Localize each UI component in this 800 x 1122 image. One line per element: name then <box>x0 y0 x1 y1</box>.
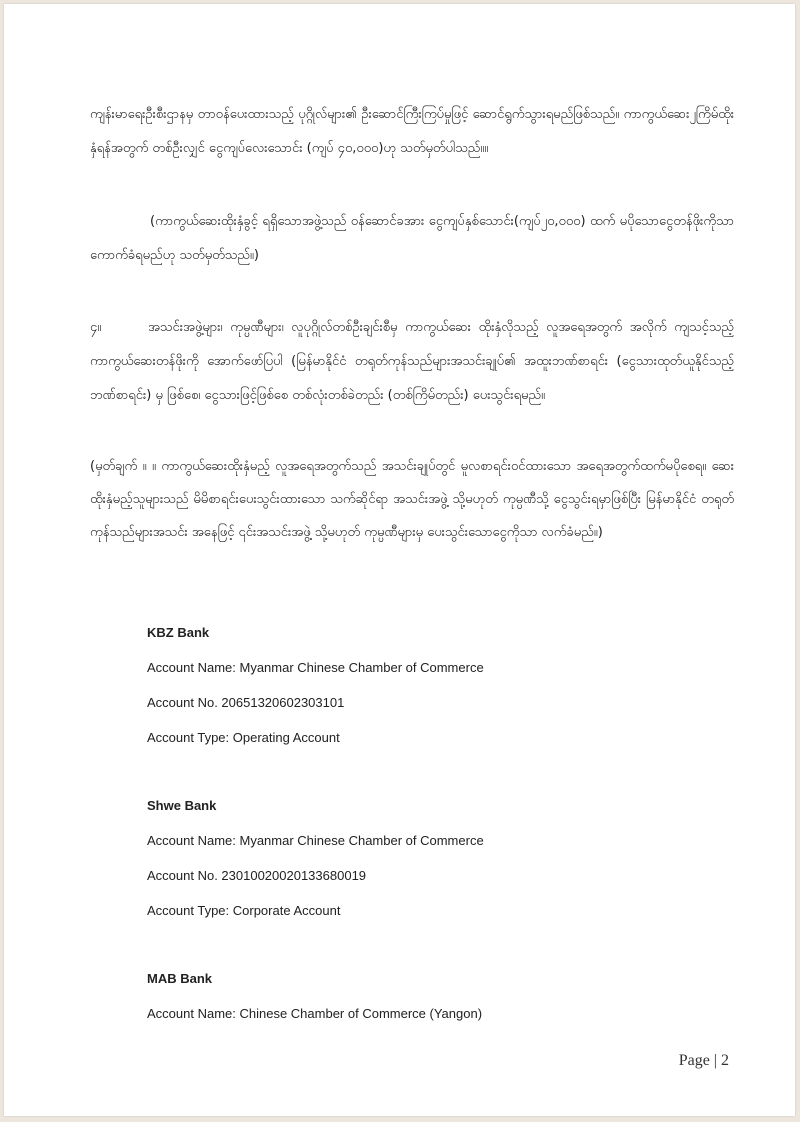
paragraph-service-fee-note: (ကာကွယ်ဆေးထိုးနှံခွင့် ရရှိသောအဖွဲ့သည် ဝန်ဆောင်ခအား ငွေကျပ်နှစ်သောင်း(ကျပ်၂၀,၀၀၀) ထက် မပိုသောငွေတန်ဖိုးကိုသာ ကောက်ခံရမည်ဟု သတ်မှတ်သည်။) <box>90 214 734 263</box>
account-number: Account No. 20651320602303101 <box>147 695 345 710</box>
account-type: Account Type: Corporate Account <box>147 903 341 918</box>
paragraph-payment-instructions <box>90 311 734 413</box>
bank-block-kbz <box>147 623 484 763</box>
page-number: Page | 2 <box>678 1052 729 1069</box>
bank-name: Shwe Bank <box>147 798 217 813</box>
bank-block-shwe <box>147 796 484 936</box>
paragraph-text: အသင်းအဖွဲ့များ၊ ကုမ္ပဏီများ၊ လူပုဂ္ဂိုလ်တစ်ဦးချင်းစီမှ ကာကွယ်ဆေး ထိုးနှံလိုသည့် လူအရေအတွက် အလိုက် ကျသင့်သည့် ကာကွယ်ဆေးတန်ဖိုးကို အောက်ဖော်ပြပါ (မြန်မာနိုင်ငံ တရုတ်ကုန်သည်များအသင်းချုပ်၏ အထူးဘဏ်စာရင်း (ငွေသားထုတ်ယူနိုင်သည့် ဘဏ်စာရင်း) မှ ဖြစ်စေ၊ ငွေသားဖြင့်ဖြစ်စေ တစ်လုံးတစ်ခဲတည်း (တစ်ကြိမ်တည်း) ပေးသွင်းရမည်။ <box>90 320 734 403</box>
account-number: Account No. 23010020020133680019 <box>147 868 367 883</box>
account-name: Account Name: Chinese Chamber of Commerce (Yangon) <box>147 1006 483 1021</box>
account-type: Account Type: Operating Account <box>147 730 340 745</box>
account-name: Account Name: Myanmar Chinese Chamber of Commerce <box>147 833 484 848</box>
bank-name: KBZ Bank <box>147 625 210 640</box>
document-page <box>4 4 795 1116</box>
bank-name: MAB Bank <box>147 971 213 986</box>
paragraph-remark: (မှတ်ချက် ။ ။ ကာကွယ်ဆေးထိုးနှံမည့် လူအရေအတွက်သည် အသင်းချုပ်တွင် မူလစာရင်းဝင်ထားသော အရေအတွက်ထက်မပိုစေရ။ ဆေးထိုးနှံမည့်သူများသည် မိမိစာရင်းပေးသွင်းထားသော သက်ဆိုင်ရာ အသင်းအဖွဲ့ သို့မဟုတ် ကုမ္ပဏီသို့ ငွေသွင်းရမှာဖြစ်ပြီး မြန်မာနိုင်ငံ တရုတ်ကုန်သည်များအသင်း အနေဖြင့် ၎င်းအသင်းအဖွဲ့ သို့မဟုတ် ကုမ္ပဏီများမှ ပေးသွင်းသောငွေကိုသာ လက်ခံမည်။) <box>90 459 734 540</box>
paragraph-payment-info: ကျန်းမာရေးဦးစီးဌာနမှ တာဝန်ပေးထားသည့် ပုဂ္ဂိုလ်များ၏ ဦးဆောင်ကြီးကြပ်မှုဖြင့် ဆောင်ရွက်သွားရမည်ဖြစ်သည်။ ကာကွယ်ဆေး၂ကြိမ်ထိုးနှံရန်အတွက် တစ်ဦးလျှင် ငွေကျပ်လေးသောင်း (ကျပ် ၄၀,၀၀၀)ဟု သတ်မှတ်ပါသည်။။ <box>90 107 734 156</box>
paragraph-number: ၄။ <box>90 320 102 335</box>
bank-block-mab <box>147 969 482 1039</box>
account-name: Account Name: Myanmar Chinese Chamber of Commerce <box>147 660 484 675</box>
